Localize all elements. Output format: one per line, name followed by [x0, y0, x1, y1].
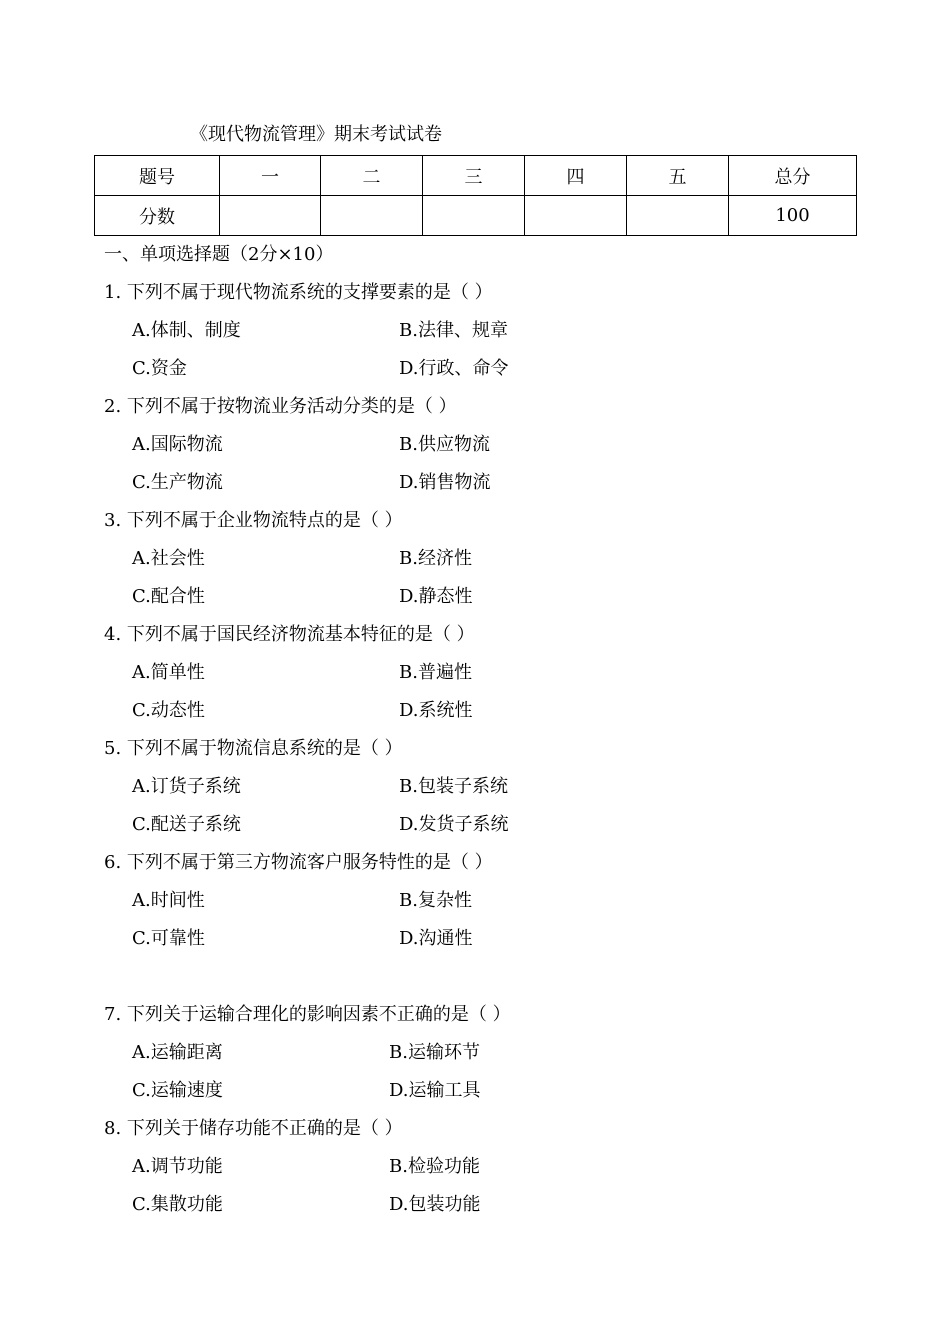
option-b: B.包装子系统	[399, 776, 508, 797]
option-c: C.动态性	[132, 700, 205, 721]
option-d: D.行政、命令	[399, 358, 509, 379]
table-cell: 100	[729, 196, 857, 236]
option-c: C.生产物流	[132, 472, 223, 493]
option-b: B.经济性	[399, 548, 472, 569]
question-text: 5. 下列不属于物流信息系统的是（ ）	[104, 738, 403, 759]
option-d: D.包装功能	[389, 1194, 481, 1215]
table-cell	[627, 196, 729, 236]
table-cell: 分数	[95, 196, 220, 236]
option-b: B.运输环节	[389, 1042, 480, 1063]
question-text: 4. 下列不属于国民经济物流基本特征的是（ ）	[104, 624, 475, 645]
option-a: A.简单性	[132, 662, 205, 683]
option-a: A.调节功能	[132, 1156, 223, 1177]
question-text: 7. 下列关于运输合理化的影响因素不正确的是（ ）	[104, 1004, 511, 1025]
table-cell	[423, 196, 525, 236]
question-text: 8. 下列关于储存功能不正确的是（ ）	[104, 1118, 403, 1139]
option-d: D.发货子系统	[399, 814, 509, 835]
option-b: B.供应物流	[399, 434, 490, 455]
table-cell	[321, 196, 423, 236]
option-a: A.时间性	[132, 890, 205, 911]
option-b: B.检验功能	[389, 1156, 480, 1177]
option-c: C.配送子系统	[132, 814, 241, 835]
table-cell	[525, 196, 627, 236]
question-text: 3. 下列不属于企业物流特点的是（ ）	[104, 510, 403, 531]
question-text: 1. 下列不属于现代物流系统的支撑要素的是（ ）	[104, 282, 493, 303]
option-b: B.法律、规章	[399, 320, 508, 341]
option-c: C.资金	[132, 358, 187, 379]
option-a: A.体制、制度	[132, 320, 241, 341]
option-c: C.运输速度	[132, 1080, 223, 1101]
option-c: C.配合性	[132, 586, 205, 607]
table-cell: 五	[627, 156, 729, 196]
option-d: D.静态性	[399, 586, 473, 607]
table-cell: 三	[423, 156, 525, 196]
option-d: D.沟通性	[399, 928, 473, 949]
table-cell: 二	[321, 156, 423, 196]
table-cell: 题号	[95, 156, 220, 196]
score-table-score-row	[95, 196, 857, 236]
option-a: A.订货子系统	[132, 776, 241, 797]
table-cell: 四	[525, 156, 627, 196]
option-b: B.普遍性	[399, 662, 472, 683]
option-d: D.销售物流	[399, 472, 491, 493]
option-d: D.系统性	[399, 700, 473, 721]
option-d: D.运输工具	[389, 1080, 481, 1101]
option-c: C.可靠性	[132, 928, 205, 949]
section-heading: 一、单项选择题（2分×10）	[104, 244, 334, 265]
question-text: 2. 下列不属于按物流业务活动分类的是（ ）	[104, 396, 457, 417]
table-cell: 总分	[729, 156, 857, 196]
option-a: A.运输距离	[132, 1042, 223, 1063]
option-a: A.国际物流	[132, 434, 223, 455]
option-b: B.复杂性	[399, 890, 472, 911]
option-c: C.集散功能	[132, 1194, 223, 1215]
table-cell: 一	[220, 156, 321, 196]
exam-title: 《现代物流管理》期末考试试卷	[190, 124, 442, 145]
question-text: 6. 下列不属于第三方物流客户服务特性的是（ ）	[104, 852, 493, 873]
score-table	[94, 155, 857, 236]
table-cell	[220, 196, 321, 236]
option-a: A.社会性	[132, 548, 205, 569]
score-table-header-row	[95, 156, 857, 196]
